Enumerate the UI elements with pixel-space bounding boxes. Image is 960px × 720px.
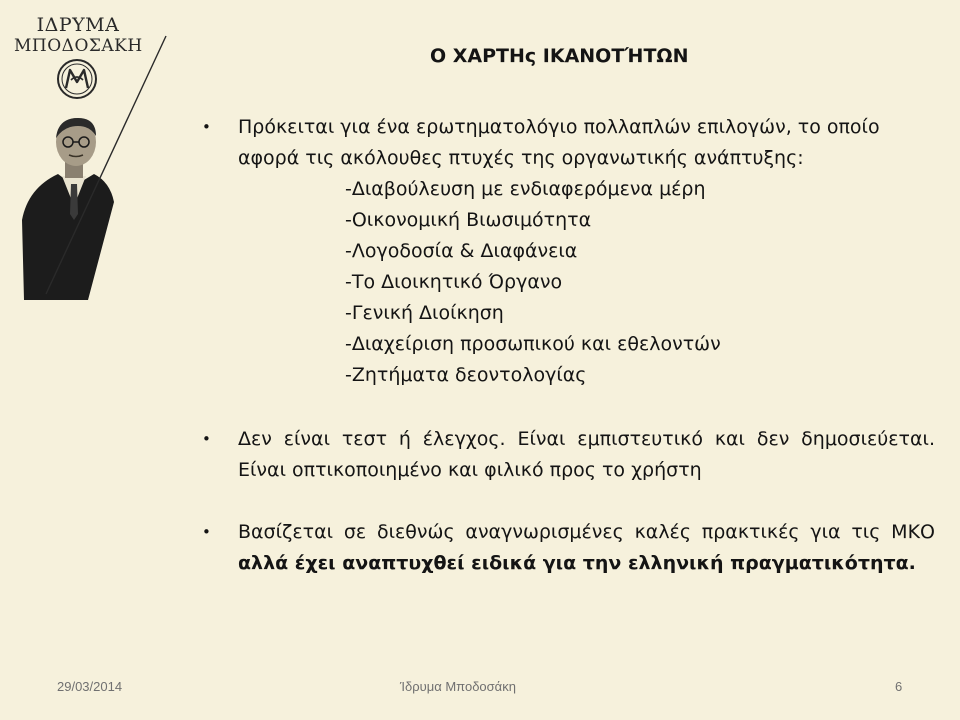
- topic-item: -Οικονομική Βιωσιμότητα: [345, 209, 592, 231]
- footer-date: 29/03/2014: [57, 679, 123, 694]
- slide-body: [200, 112, 935, 579]
- bullet-2-text: Δεν είναι τεστ ή έλεγχος. Είναι εμπιστευτικό και δεν δημοσιεύεται. Είναι οπτικοποιημένο και φιλικό προς το χρήστη: [238, 428, 935, 481]
- bullet-icon: •: [202, 430, 211, 448]
- bullet-icon: •: [202, 118, 211, 136]
- org-name-line1: ΙΔΡΥΜΑ: [36, 14, 120, 36]
- bullet-1-text: Πρόκειται για ένα ερωτηματολόγιο πολλαπλών επιλογών, το οποίο αφορά τις ακόλουθες πτυχές της οργανωτικής ανάπτυξης:: [238, 116, 880, 169]
- topic-item: -Γενική Διοίκηση: [345, 302, 504, 324]
- topics-list: [200, 174, 935, 391]
- bullet-item-1: [200, 112, 935, 174]
- topic-item: -Διαβούλευση με ενδιαφερόμενα μέρη: [345, 178, 706, 200]
- slide-number: 6: [895, 679, 903, 694]
- decorative-diagonal-line: [0, 0, 200, 300]
- org-name-line2: ΜΠΟΔΟΣΑΚΗ: [14, 36, 143, 56]
- bullet-3-text: Βασίζεται σε διεθνώς αναγνωρισμένες καλές πρακτικές για τις ΜΚΟ: [238, 521, 935, 543]
- footer-organization: Ίδρυμα Μποδοσάκη: [400, 679, 516, 694]
- slide-title: Ο ΧΑΡΤΗς ΙΚΑΝΟΤΉΤΩΝ: [430, 45, 689, 67]
- topic-item: -Λογοδοσία & Διαφάνεια: [345, 240, 578, 262]
- bullet-item-2: [200, 424, 935, 486]
- topic-item: -Το Διοικητικό Όργανο: [345, 271, 563, 293]
- topic-item: -Διαχείριση προσωπικού και εθελοντών: [345, 333, 721, 355]
- topic-item: -Ζητήματα δεοντολογίας: [345, 364, 587, 386]
- bullet-item-3: [200, 517, 935, 579]
- bullet-icon: •: [202, 523, 211, 541]
- bullet-3-emphasis: αλλά έχει αναπτυχθεί ειδικά για την ελληνική πραγματικότητα.: [238, 552, 916, 574]
